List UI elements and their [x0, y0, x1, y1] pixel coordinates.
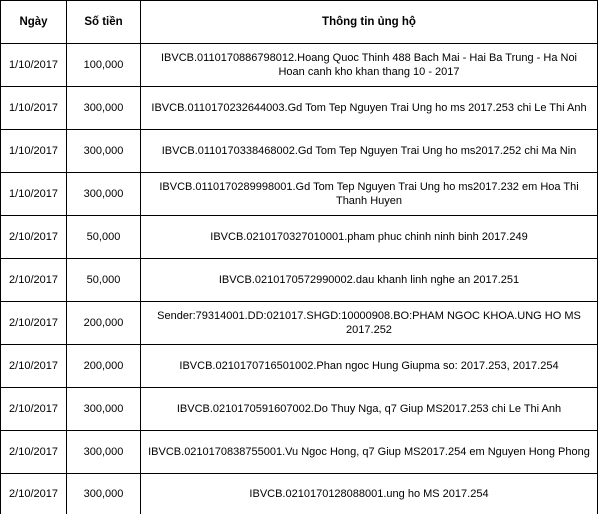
cell-amount: 300,000 — [67, 130, 141, 173]
table-row — [1, 259, 598, 302]
cell-info: IBVCB.0210170838755001.Vu Ngoc Hong, q7 Giup MS2017.254 em Nguyen Hong Phong — [141, 431, 598, 474]
cell-info: Sender:79314001.DD:021017.SHGD:10000908.BO:PHAM NGOC KHOA.UNG HO MS 2017.252 — [141, 302, 598, 345]
table-row — [1, 216, 598, 259]
header-info: Thông tin ủng hộ — [141, 1, 598, 44]
cell-info: IBVCB.0210170572990002.dau khanh linh nghe an 2017.251 — [141, 259, 598, 302]
table-row — [1, 345, 598, 388]
table-header — [1, 1, 598, 44]
cell-amount: 200,000 — [67, 302, 141, 345]
cell-info: IBVCB.0110170338468002.Gd Tom Tep Nguyen Trai Ung ho ms2017.252 chi Ma Nin — [141, 130, 598, 173]
cell-date: 2/10/2017 — [1, 388, 67, 431]
table-row — [1, 388, 598, 431]
cell-amount: 200,000 — [67, 345, 141, 388]
cell-date: 2/10/2017 — [1, 474, 67, 515]
cell-amount: 300,000 — [67, 474, 141, 515]
cell-amount: 300,000 — [67, 388, 141, 431]
header-amount: Số tiền — [67, 1, 141, 44]
cell-info: IBVCB.0210170128088001.ung ho MS 2017.254 — [141, 474, 598, 515]
cell-info: IBVCB.0210170716501002.Phan ngoc Hung Giupma so: 2017.253, 2017.254 — [141, 345, 598, 388]
table-row — [1, 44, 598, 87]
cell-date: 1/10/2017 — [1, 130, 67, 173]
table-row — [1, 130, 598, 173]
cell-info: IBVCB.0110170232644003.Gd Tom Tep Nguyen Trai Ung ho ms 2017.253 chi Le Thi Anh — [141, 87, 598, 130]
cell-date: 1/10/2017 — [1, 173, 67, 216]
cell-amount: 300,000 — [67, 173, 141, 216]
table-row — [1, 173, 598, 216]
header-date: Ngày — [1, 1, 67, 44]
table-row — [1, 431, 598, 474]
cell-date: 1/10/2017 — [1, 87, 67, 130]
cell-info: IBVCB.0110170886798012.Hoang Quoc Thinh 488 Bach Mai - Hai Ba Trung - Ha Noi Hoan canh kho khan thang 10 - 2017 — [141, 44, 598, 87]
cell-amount: 50,000 — [67, 259, 141, 302]
cell-date: 2/10/2017 — [1, 216, 67, 259]
table-body — [1, 44, 598, 515]
cell-info: IBVCB.0110170289998001.Gd Tom Tep Nguyen Trai Ung ho ms2017.232 em Hoa Thi Thanh Huyen — [141, 173, 598, 216]
cell-date: 2/10/2017 — [1, 431, 67, 474]
cell-date: 1/10/2017 — [1, 44, 67, 87]
cell-date: 2/10/2017 — [1, 345, 67, 388]
cell-amount: 100,000 — [67, 44, 141, 87]
cell-amount: 300,000 — [67, 431, 141, 474]
cell-info: IBVCB.0210170591607002.Do Thuy Nga, q7 Giup MS2017.253 chi Le Thi Anh — [141, 388, 598, 431]
table-row — [1, 302, 598, 345]
table-row — [1, 87, 598, 130]
cell-amount: 50,000 — [67, 216, 141, 259]
cell-date: 2/10/2017 — [1, 259, 67, 302]
cell-amount: 300,000 — [67, 87, 141, 130]
cell-date: 2/10/2017 — [1, 302, 67, 345]
header-row — [1, 1, 598, 44]
table-row — [1, 474, 598, 515]
cell-info: IBVCB.0210170327010001.pham phuc chinh ninh binh 2017.249 — [141, 216, 598, 259]
